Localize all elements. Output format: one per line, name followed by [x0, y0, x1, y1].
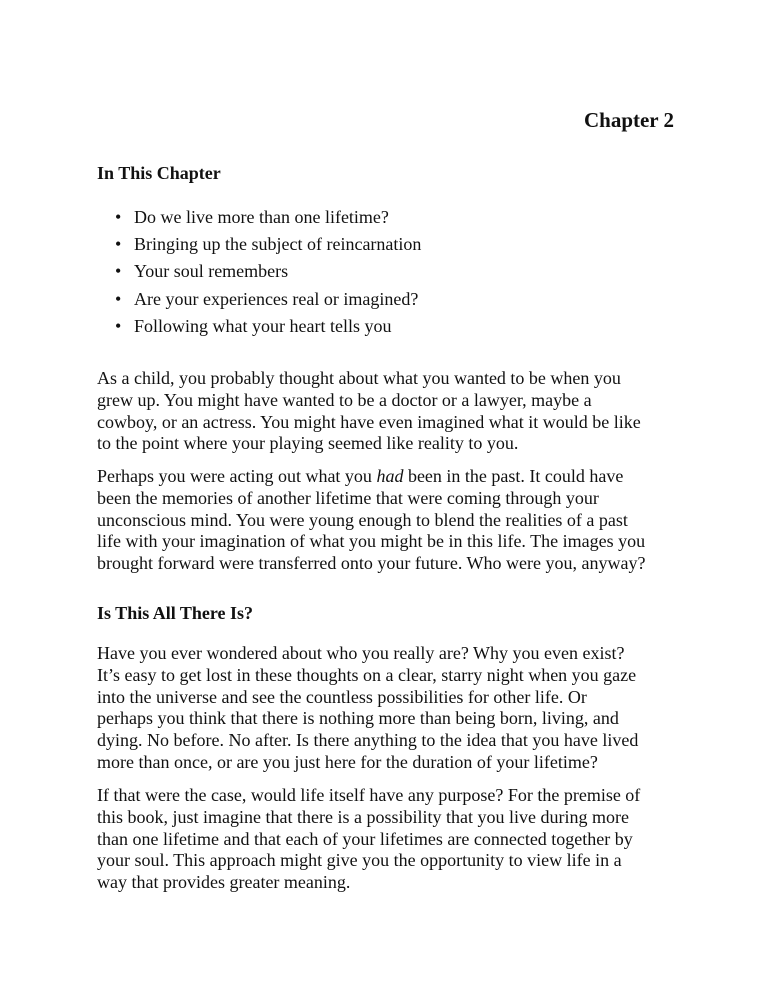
intro-paragraph-2 [97, 466, 687, 575]
text-line: It’s easy to get lost in these thoughts on a clear, starry night when you gaze [97, 664, 637, 685]
text-line: unconscious mind. You were young enough to blend the realities of a past [97, 509, 628, 530]
text-line: life with your imagination of what you might be in this life. The images you [97, 531, 646, 552]
list-item [97, 204, 421, 231]
section-paragraph-1 [97, 643, 687, 774]
text-line: your soul. This approach might give you the opportunity to view life in a [97, 850, 622, 871]
text-line: If that were the case, would life itself have any purpose? For the premise of [97, 785, 641, 805]
text-line: been the memories of another lifetime that were coming through your [97, 487, 599, 508]
bullet-icon: • [115, 315, 122, 336]
list-item-text: Bringing up the subject of reincarnation [134, 234, 422, 255]
text-line: more than once, or are you just here for the duration of your lifetime? [97, 751, 598, 772]
list-item [97, 258, 421, 285]
list-item-text: Your soul remembers [134, 261, 289, 282]
text-line: brought forward were transferred onto your future. Who were you, anyway? [97, 553, 646, 574]
emphasis-text: had [376, 466, 404, 486]
chapter-label: Chapter 2 [583, 108, 674, 132]
list-item [97, 286, 421, 313]
text-line: to the point where your playing seemed like reality to you. [97, 433, 519, 454]
bullet-icon: • [115, 234, 122, 255]
text-line: perhaps you think that there is nothing more than being born, living, and [97, 708, 619, 729]
section-heading: Is This All There Is? [97, 603, 254, 623]
text-line: grew up. You might have wanted to be a doctor or a lawyer, maybe a [97, 389, 592, 410]
text-line: this book, just imagine that there is a possibility that you live during more [97, 806, 629, 827]
text-line [97, 466, 687, 488]
list-item-text: Following what your heart tells you [134, 315, 392, 336]
bullet-icon: • [115, 288, 122, 309]
section-paragraph-2 [97, 785, 687, 894]
bullet-icon: • [115, 261, 122, 282]
list-item-text: Do we live more than one lifetime? [134, 207, 389, 227]
intro-paragraph-1 [97, 368, 687, 455]
text-line: As a child, you probably thought about what you wanted to be when you [97, 368, 621, 388]
text-line: dying. No before. No after. Is there anything to the idea that you have lived [97, 730, 639, 751]
in-this-chapter-heading: In This Chapter [97, 163, 221, 183]
text-line: way that provides greater meaning. [97, 872, 351, 893]
list-item [97, 231, 421, 258]
text-line: into the universe and see the countless possibilities for other life. Or [97, 686, 587, 707]
list-item [97, 313, 421, 340]
text-line: Have you ever wondered about who you really are? Why you even exist? [97, 643, 625, 663]
chapter-topics-list [97, 204, 421, 340]
text-line: cowboy, or an actress. You might have even imagined what it would be like [97, 411, 641, 432]
bullet-icon: • [115, 207, 122, 227]
list-item-text: Are your experiences real or imagined? [134, 288, 419, 309]
text-run: Perhaps you were acting out what you [97, 466, 377, 486]
text-line: than one lifetime and that each of your lifetimes are connected together by [97, 828, 633, 849]
text-run: been in the past. It could have [403, 466, 624, 486]
